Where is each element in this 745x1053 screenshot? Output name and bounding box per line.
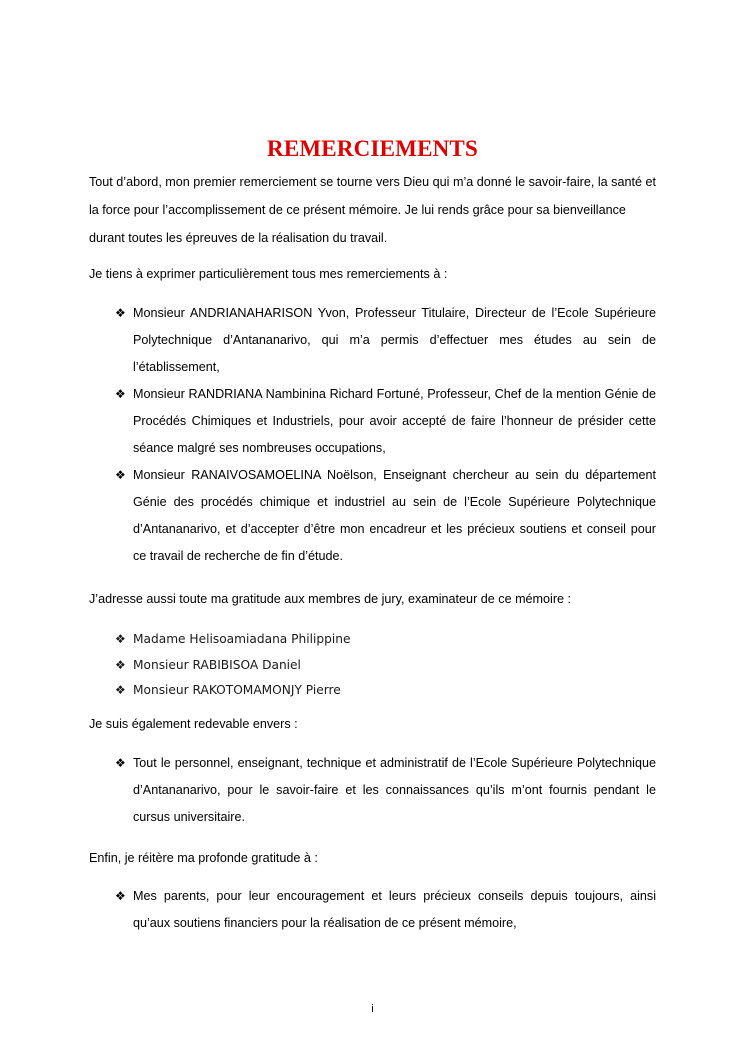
list-item [115,462,656,570]
diamond-bullet-icon: ❖ [115,683,126,697]
page-title: REMERCIEMENTS [267,136,478,161]
diamond-bullet-icon: ❖ [115,632,126,646]
diamond-bullet-icon: ❖ [115,387,126,401]
list-item [115,653,515,679]
list-item-text: Monsieur RANDRIANA Nambinina Richard Fortuné, Professeur, Chef de la mention Génie de Procédés Chimiques et Industriels, pour avoir accepté de faire l’honneur de présider cette séance malgré ses nombreuses occupations, [133,387,656,455]
jury-intro: J’adresse aussi toute ma gratitude aux membres de jury, examinateur de ce mémoire : [89,592,572,606]
list-item-text: Tout le personnel, enseignant, technique et administratif de l’Ecole Supérieure Polytechnique d’Antananarivo, pour le savoir-faire et les connaissances qu’ils m’ont fournis pendant le cursus universitaire. [133,756,656,824]
jury-list [115,627,515,704]
diamond-bullet-icon: ❖ [115,306,126,320]
diamond-bullet-icon: ❖ [115,657,126,672]
list-item-text: Monsieur RANAIVOSAMOELINA Noëlson, Enseignant chercheur au sein du département Génie des procédés chimique et industriel au sein de l’Ecole Supérieure Polytechnique d’Antananarivo, et d’accepter d’être mon encadreur et les précieux soutiens et conseil pour ce travail de recherche de fin d’étude. [133,468,656,563]
page-number: i [371,1003,374,1015]
staff-list [115,750,656,831]
list-item [115,627,515,653]
diamond-bullet-icon: ❖ [115,889,126,903]
diamond-bullet-icon: ❖ [115,468,126,482]
list-item-text: Monsieur RAKOTOMAMONJY Pierre [133,683,341,697]
list-item [115,678,515,704]
list-item [115,300,656,381]
family-list [115,883,656,937]
diamond-bullet-icon: ❖ [115,756,126,770]
list-item [115,883,656,937]
list-item [115,381,656,462]
thanks-intro: Je tiens à exprimer particulièrement tous mes remerciements à : [89,267,448,281]
staff-intro: Je suis également redevable envers : [89,717,298,731]
list-item-text: Madame Helisoamiadana Philippine [133,632,351,646]
list-item [115,750,656,831]
intro-paragraph: Tout d’abord, mon premier remerciement se tourne vers Dieu qui m’a donné le savoir-faire, la santé et la force pour l’accomplissement de ce présent mémoire. Je lui rends grâce pour sa bienveillance durant toutes les épreuves de la réalisation du travail. [89,175,656,245]
thanks-list [115,300,656,570]
list-item-text: Mes parents, pour leur encouragement et leurs précieux conseils depuis toujours, ainsi qu’aux soutiens financiers pour la réalisation de ce présent mémoire, [133,889,656,930]
list-item-text: Monsieur ANDRIANAHARISON Yvon, Professeur Titulaire, Directeur de l’Ecole Supérieure Polytechnique d’Antananarivo, qui m’a permis d’effectuer mes études au sein de l’établissement, [133,306,656,374]
family-intro: Enfin, je réitère ma profonde gratitude à : [89,851,318,865]
list-item-text: Monsieur RABIBISOA Daniel [133,657,301,672]
